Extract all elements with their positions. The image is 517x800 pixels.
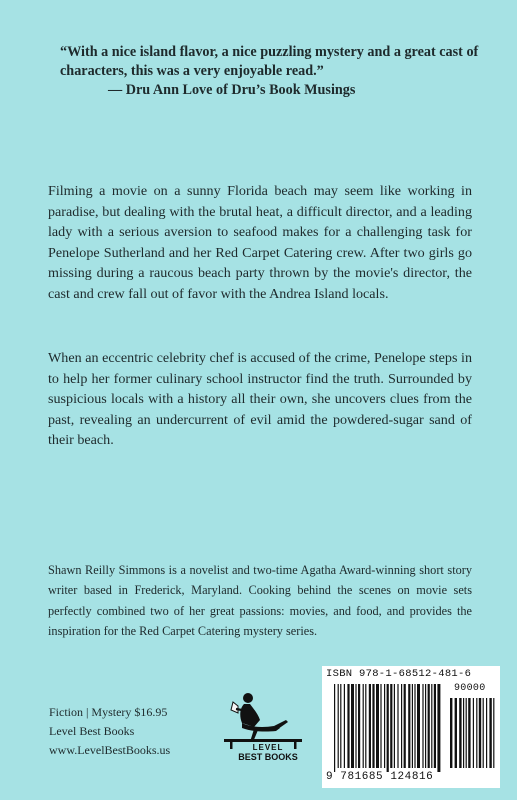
logo-line-level: LEVEL — [252, 743, 284, 752]
logo-line-best-books: BEST BOOKS — [238, 752, 298, 762]
review-blurb — [60, 43, 480, 100]
genre-price: Fiction | Mystery $16.95 — [49, 705, 168, 719]
isbn-barcode — [322, 666, 500, 788]
publisher-name: Level Best Books — [49, 724, 135, 738]
description-paragraph-1: Filming a movie on a sunny Florida beach may seem like working in paradise, but dealing with the brutal heat, a difficult director, and a leading lady with a serious aversion to seafood makes for a challenging task for Penelope Sutherland and her Red Carpet Catering crew. After two girls go missing during a raucous beach party thrown by the movie's director, the cast and crew fall out of favor with the Andrea Island locals. — [48, 183, 472, 302]
isbn-number: ISBN 978-1-68512-481-6 — [326, 668, 472, 680]
review-attribution: — Dru Ann Love of Dru’s Book Musings — [108, 82, 356, 98]
barcode-addon-digits: 90000 — [454, 683, 486, 694]
publisher-info — [49, 703, 239, 760]
publisher-logo-text — [236, 744, 300, 762]
author-bio: Shawn Reilly Simmons is a novelist and two-time Agatha Award-winning short story writer based in Frederick, Maryland. Cooking behind the scenes on movie sets perfectly combined two of her great passions: movies, and food, and provides the inspiration for the Red Carpet Catering mystery series. — [48, 563, 472, 638]
description-paragraph-2: When an eccentric celebrity chef is accused of the crime, Penelope steps in to help her former culinary school instructor find the truth. Surrounded by suspicious locals with a history all their own, she uncovers clues from the past, revealing an undercurrent of evil amid the powdered-sugar sand of their beach. — [48, 350, 472, 448]
review-quote: “With a nice island flavor, a nice puzzling mystery and a great cast of characters, this was a very enjoyable read.” — [60, 44, 479, 79]
publisher-website: www.LevelBestBooks.us — [49, 743, 171, 757]
barcode-digits: 9 781685 124816 — [326, 771, 434, 783]
